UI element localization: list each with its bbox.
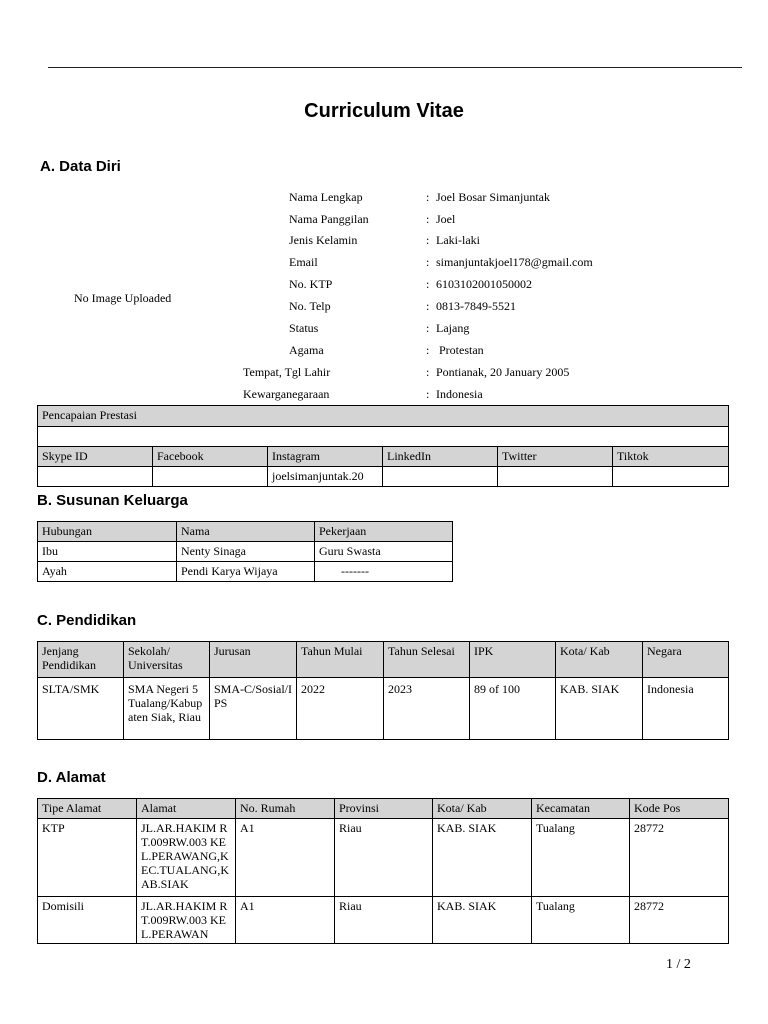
- table-cell: -------: [315, 562, 453, 582]
- info-label: Nama Lengkap: [289, 190, 363, 204]
- table-header-row: [38, 642, 729, 678]
- table-header-cell: Provinsi: [335, 799, 433, 819]
- table-cell: 2022: [297, 678, 384, 740]
- info-value: simanjuntakjoel178@gmail.com: [436, 255, 593, 269]
- table-cell: Tualang: [532, 897, 630, 944]
- table-row: [38, 406, 729, 427]
- table-cell: Pendi Karya Wijaya: [177, 562, 315, 582]
- table-header-cell: Kode Pos: [630, 799, 729, 819]
- table-header-cell: Sekolah/ Universitas: [124, 642, 210, 678]
- prestasi-header: Pencapaian Prestasi: [38, 406, 729, 427]
- table-header-cell: Tahun Mulai: [297, 642, 384, 678]
- photo-placeholder: No Image Uploaded: [74, 291, 172, 305]
- table-row: [38, 427, 729, 447]
- table-header-cell: Tiktok: [613, 447, 729, 467]
- table-cell: Guru Swasta: [315, 542, 453, 562]
- table-cell: Ibu: [38, 542, 177, 562]
- section-heading-keluarga: B. Susunan Keluarga: [37, 492, 188, 509]
- table-cell: Riau: [335, 897, 433, 944]
- info-colon: :: [426, 277, 430, 291]
- table-header-row: [38, 799, 729, 819]
- page-title: Curriculum Vitae: [304, 100, 464, 122]
- table-header-cell: Pekerjaan: [315, 522, 453, 542]
- table-cell: KTP: [38, 819, 137, 897]
- table-header-cell: Kecamatan: [532, 799, 630, 819]
- table-header-row: [38, 522, 453, 542]
- table-cell: 89 of 100: [470, 678, 556, 740]
- table-cell: [613, 467, 729, 487]
- info-value: Indonesia: [436, 387, 483, 401]
- info-colon: :: [426, 365, 430, 379]
- info-colon: :: [426, 212, 430, 226]
- table-row: [38, 562, 453, 582]
- info-value: Laki-laki: [436, 233, 480, 247]
- info-label: No. Telp: [289, 299, 331, 313]
- table-header-cell: Kota/ Kab: [433, 799, 532, 819]
- table-cell: Indonesia: [643, 678, 729, 740]
- table-cell: 28772: [630, 897, 729, 944]
- table-cell: SMA Negeri 5 Tualang/Kabupaten Siak, Riau: [124, 678, 210, 740]
- table-cell: 2023: [384, 678, 470, 740]
- table-cell: [153, 467, 268, 487]
- alamat-table: [37, 798, 729, 944]
- table-row: [38, 678, 729, 740]
- info-colon: :: [426, 255, 430, 269]
- table-header-cell: Jurusan: [210, 642, 297, 678]
- table-cell: KAB. SIAK: [433, 897, 532, 944]
- table-header-cell: Facebook: [153, 447, 268, 467]
- info-value: Lajang: [436, 321, 470, 335]
- info-value: Joel Bosar Simanjuntak: [436, 190, 550, 204]
- table-cell: JL.AR.HAKIM RT.009RW.003 KEL.PERAWANG,KEC.TUALANG,KAB.SIAK: [137, 819, 236, 897]
- table-cell: KAB. SIAK: [433, 819, 532, 897]
- info-label: Nama Panggilan: [289, 212, 369, 226]
- table-header-cell: Hubungan: [38, 522, 177, 542]
- table-cell: 28772: [630, 819, 729, 897]
- info-label: Agama: [289, 343, 324, 357]
- section-heading-pendidikan: C. Pendidikan: [37, 612, 137, 629]
- info-colon: :: [426, 190, 430, 204]
- section-heading-alamat: D. Alamat: [37, 769, 106, 786]
- table-cell: [38, 467, 153, 487]
- table-cell: [498, 467, 613, 487]
- info-value: Protestan: [436, 343, 484, 357]
- table-cell: SLTA/SMK: [38, 678, 124, 740]
- info-label: Email: [289, 255, 318, 269]
- section-heading-data-diri: A. Data Diri: [40, 158, 121, 175]
- table-cell: Nenty Sinaga: [177, 542, 315, 562]
- table-header-cell: LinkedIn: [383, 447, 498, 467]
- info-colon: :: [426, 299, 430, 313]
- table-cell: A1: [236, 897, 335, 944]
- table-header-cell: IPK: [470, 642, 556, 678]
- table-cell: JL.AR.HAKIM RT.009RW.003 KEL.PERAWAN: [137, 897, 236, 944]
- table-cell: KAB. SIAK: [556, 678, 643, 740]
- info-colon: :: [426, 233, 430, 247]
- info-colon: :: [426, 321, 430, 335]
- prestasi-value: [38, 427, 729, 447]
- info-value: 0813-7849-5521: [436, 299, 516, 313]
- table-cell: SMA-C/Sosial/IPS: [210, 678, 297, 740]
- table-cell: Riau: [335, 819, 433, 897]
- info-label: Status: [289, 321, 319, 335]
- table-cell: joelsimanjuntak.20: [268, 467, 383, 487]
- table-cell: Tualang: [532, 819, 630, 897]
- social-header-row: [38, 447, 729, 467]
- table-header-cell: Alamat: [137, 799, 236, 819]
- info-label: No. KTP: [289, 277, 333, 291]
- info-value: 6103102001050002: [436, 277, 532, 291]
- table-header-cell: No. Rumah: [236, 799, 335, 819]
- table-header-cell: Jenjang Pendidikan: [38, 642, 124, 678]
- social-value-row: [38, 467, 729, 487]
- prestasi-social-table: [37, 405, 729, 487]
- info-label: Kewarganegaraan: [243, 387, 330, 401]
- table-header-cell: Tipe Alamat: [38, 799, 137, 819]
- table-cell: [383, 467, 498, 487]
- info-value: Joel: [436, 212, 456, 226]
- info-label: Tempat, Tgl Lahir: [243, 365, 331, 379]
- table-header-cell: Tahun Selesai: [384, 642, 470, 678]
- page-number: 1 / 2: [666, 957, 691, 972]
- table-header-cell: Instagram: [268, 447, 383, 467]
- info-colon: :: [426, 343, 430, 357]
- table-header-cell: Kota/ Kab: [556, 642, 643, 678]
- table-header-cell: Twitter: [498, 447, 613, 467]
- table-row: [38, 897, 729, 944]
- table-cell: A1: [236, 819, 335, 897]
- info-colon: :: [426, 387, 430, 401]
- table-row: [38, 542, 453, 562]
- top-rule: [48, 67, 742, 68]
- info-value: Pontianak, 20 January 2005: [436, 365, 570, 379]
- table-header-cell: Skype ID: [38, 447, 153, 467]
- table-header-cell: Nama: [177, 522, 315, 542]
- info-label: Jenis Kelamin: [289, 233, 358, 247]
- table-cell: Ayah: [38, 562, 177, 582]
- table-row: [38, 819, 729, 897]
- table-cell: Domisili: [38, 897, 137, 944]
- keluarga-table: [37, 521, 453, 582]
- table-header-cell: Negara: [643, 642, 729, 678]
- pendidikan-table: [37, 641, 729, 740]
